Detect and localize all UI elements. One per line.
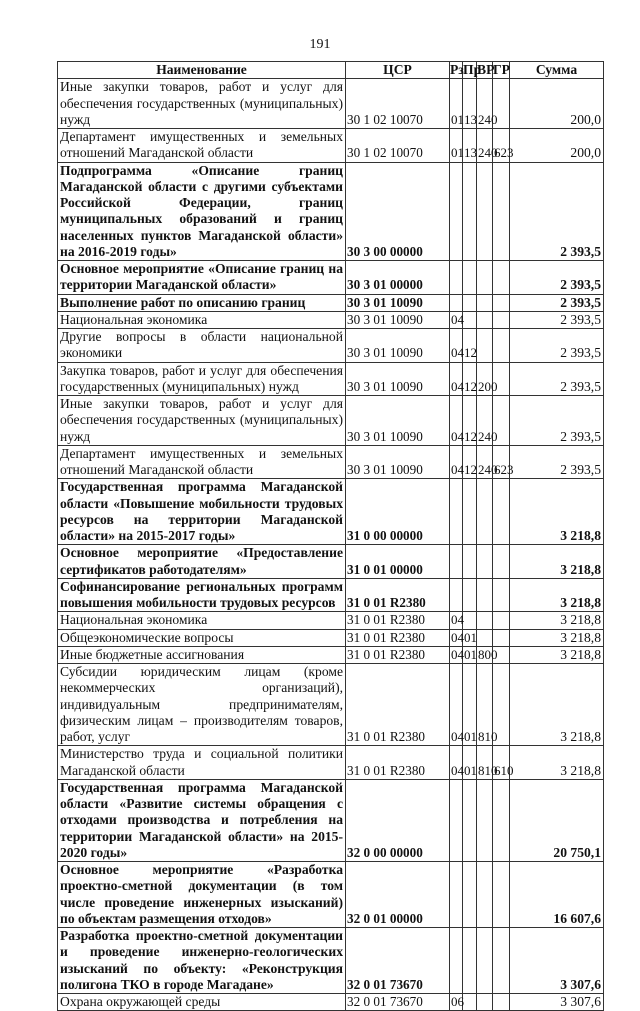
table-row [58, 746, 604, 780]
cell-csr: 30 3 00 00000 [346, 162, 450, 261]
cell-csr: 30 3 01 10090 [346, 362, 450, 396]
cell-sum: 2 393,5 [510, 294, 604, 311]
table-row [58, 779, 604, 861]
table-row [58, 994, 604, 1011]
cell-csr: 32 0 01 00000 [346, 862, 450, 928]
table-row [58, 612, 604, 629]
table-row [58, 396, 604, 446]
cell-csr: 30 1 02 10070 [346, 79, 450, 129]
budget-table [57, 61, 604, 1011]
cell-gr [493, 928, 510, 994]
cell-pr [463, 862, 477, 928]
cell-csr: 30 3 01 00000 [346, 261, 450, 295]
cell-pr: 13 [463, 79, 477, 129]
cell-vr: 240 [477, 129, 493, 163]
cell-pr: 01 [463, 746, 477, 780]
cell-pr [463, 162, 477, 261]
cell-name: Софинансирование региональных программ повышения мобильности трудовых ресурсов [58, 578, 346, 612]
cell-sum: 3 307,6 [510, 928, 604, 994]
cell-name: Департамент имущественных и земельных отношений Магаданской области [58, 445, 346, 479]
cell-vr [477, 311, 493, 328]
cell-rz: 04 [450, 746, 463, 780]
cell-vr [477, 545, 493, 579]
cell-vr [477, 629, 493, 646]
cell-csr: 31 0 01 00000 [346, 545, 450, 579]
cell-sum: 2 393,5 [510, 362, 604, 396]
table-row [58, 928, 604, 994]
cell-vr [477, 779, 493, 861]
table-row [58, 294, 604, 311]
cell-vr [477, 994, 493, 1011]
cell-vr: 810 [477, 746, 493, 780]
cell-sum: 3 218,8 [510, 664, 604, 746]
cell-name: Разработка проектно-сметной документации и проведение инженерно-геологических изысканий по объекту: «Реконструкция полигона ТКО в городе Магадане» [58, 928, 346, 994]
table-row [58, 862, 604, 928]
cell-vr: 240 [477, 445, 493, 479]
cell-gr: 610 [493, 746, 510, 780]
table-row [58, 261, 604, 295]
cell-gr [493, 862, 510, 928]
cell-csr: 30 3 01 10090 [346, 445, 450, 479]
cell-sum: 2 393,5 [510, 329, 604, 363]
cell-pr [463, 479, 477, 545]
cell-rz: 01 [450, 79, 463, 129]
cell-pr [463, 779, 477, 861]
cell-rz: 04 [450, 445, 463, 479]
cell-sum: 3 218,8 [510, 578, 604, 612]
cell-name: Выполнение работ по описанию границ [58, 294, 346, 311]
cell-csr: 32 0 01 73670 [346, 994, 450, 1011]
cell-name: Иные закупки товаров, работ и услуг для обеспечения государственных (муниципальных) нужд [58, 79, 346, 129]
header-gr: ГР [493, 62, 510, 77]
cell-name: Основное мероприятие «Разработка проектно-сметной документации (в том числе проведение инженерных изысканий) по объектам размещения отходов» [58, 862, 346, 928]
cell-csr: 31 0 01 R2380 [346, 664, 450, 746]
cell-csr: 31 0 01 R2380 [346, 646, 450, 663]
cell-vr [477, 928, 493, 994]
cell-rz [450, 162, 463, 261]
cell-gr [493, 261, 510, 295]
table-row [58, 545, 604, 579]
cell-csr: 31 0 01 R2380 [346, 629, 450, 646]
cell-pr [463, 311, 477, 328]
cell-pr [463, 294, 477, 311]
cell-vr [477, 329, 493, 363]
cell-name: Субсидии юридическим лицам (кроме некоммерческих организаций), индивидуальным предпринимателям, физическим лицам – производителям товаров, работ, услуг [58, 664, 346, 746]
cell-gr [493, 329, 510, 363]
cell-rz [450, 862, 463, 928]
cell-sum: 2 393,5 [510, 445, 604, 479]
cell-pr: 01 [463, 664, 477, 746]
table-row [58, 646, 604, 663]
header-rz: Рз [450, 62, 464, 77]
page-number: 191 [309, 37, 331, 52]
table-row [58, 362, 604, 396]
cell-rz: 04 [451, 612, 464, 628]
cell-csr: 31 0 01 R2380 [346, 746, 450, 780]
cell-sum: 3 218,8 [510, 646, 604, 663]
cell-name: Департамент имущественных и земельных отношений Магаданской области [58, 129, 346, 163]
table-header-row [58, 62, 604, 79]
cell-pr: 01 [464, 629, 477, 645]
cell-rz [450, 479, 463, 545]
cell-rz [450, 928, 463, 994]
table-row [58, 329, 604, 363]
cell-sum: 20 750,1 [510, 779, 604, 861]
cell-csr: 31 0 01 R2380 [346, 612, 450, 629]
cell-name: Охрана окружающей среды [58, 994, 346, 1011]
cell-gr [493, 479, 510, 545]
cell-name: Государственная программа Магаданской области «Развитие системы обращения с отходами производства и потребления на территории Магаданской области» на 2015-2020 годы» [58, 779, 346, 861]
table-row [58, 311, 604, 328]
cell-vr: 240 [477, 396, 493, 446]
cell-rz: 04 [451, 646, 464, 662]
cell-name: Основное мероприятие «Предоставление сертификатов работодателям» [58, 545, 346, 579]
cell-csr: 30 3 01 10090 [346, 329, 450, 363]
cell-sum: 3 218,8 [510, 612, 604, 629]
cell-sum: 3 218,8 [510, 545, 604, 579]
cell-name: Иные бюджетные ассигнования [58, 646, 346, 663]
header-sum: Сумма [510, 62, 604, 79]
cell-gr: 623 [493, 129, 510, 163]
cell-gr [493, 612, 510, 629]
cell-rz: 04 [451, 629, 464, 645]
cell-pr: 12 [463, 329, 477, 363]
cell-pr [463, 578, 477, 612]
table-row [58, 578, 604, 612]
cell-rz: 04 [450, 664, 463, 746]
cell-vr [477, 578, 493, 612]
cell-rz [450, 545, 463, 579]
cell-name: Закупка товаров, работ и услуг для обеспечения государственных (муниципальных) нужд [58, 362, 346, 396]
cell-pr: 01 [464, 646, 477, 662]
cell-vr [477, 479, 493, 545]
cell-vr: 810 [477, 664, 493, 746]
cell-sum: 3 307,6 [510, 994, 604, 1011]
cell-rz [450, 261, 463, 295]
cell-sum: 2 393,5 [510, 396, 604, 446]
cell-name: Национальная экономика [58, 311, 346, 328]
cell-sum: 3 218,8 [510, 629, 604, 646]
cell-rz [450, 779, 463, 861]
cell-rz [450, 578, 463, 612]
cell-sum: 2 393,5 [510, 162, 604, 261]
cell-pr: 12 [463, 396, 477, 446]
table-row [58, 445, 604, 479]
cell-vr [477, 162, 493, 261]
cell-pr: 13 [463, 129, 477, 163]
cell-csr: 30 1 02 10070 [346, 129, 450, 163]
cell-gr [493, 629, 510, 646]
cell-vr [477, 294, 493, 311]
cell-sum: 2 393,5 [510, 311, 604, 328]
cell-rz: 04 [450, 362, 463, 396]
cell-sum: 2 393,5 [510, 261, 604, 295]
cell-pr [463, 994, 477, 1011]
cell-csr: 30 3 01 10090 [346, 294, 450, 311]
cell-sum: 3 218,8 [510, 746, 604, 780]
cell-name: Другие вопросы в области национальной экономики [58, 329, 346, 363]
cell-vr: 200 [477, 362, 493, 396]
cell-name: Общеэкономические вопросы [58, 629, 346, 646]
cell-csr: 31 0 00 00000 [346, 479, 450, 545]
cell-rz: 01 [450, 129, 463, 163]
cell-sum: 16 607,6 [510, 862, 604, 928]
cell-gr [493, 294, 510, 311]
table-row [58, 664, 604, 746]
cell-pr: 12 [463, 445, 477, 479]
cell-pr: 12 [463, 362, 477, 396]
cell-csr: 30 3 01 10090 [346, 311, 450, 328]
cell-pr [463, 545, 477, 579]
header-name: Наименование [58, 62, 346, 79]
cell-pr [463, 928, 477, 994]
cell-gr [493, 994, 510, 1011]
cell-rz [450, 294, 463, 311]
table-row [58, 629, 604, 646]
cell-vr [477, 612, 493, 629]
cell-vr [477, 261, 493, 295]
table-row [58, 79, 604, 129]
table-row [58, 129, 604, 163]
cell-gr [493, 578, 510, 612]
cell-pr [463, 261, 477, 295]
table-row [58, 479, 604, 545]
cell-csr: 32 0 01 73670 [346, 928, 450, 994]
cell-name: Иные закупки товаров, работ и услуг для обеспечения государственных (муниципальных) нужд [58, 396, 346, 446]
cell-pr [463, 612, 477, 629]
cell-rz: 04 [451, 311, 464, 327]
header-vr: ВР [477, 62, 495, 77]
cell-gr [493, 311, 510, 328]
cell-vr: 240 [477, 79, 493, 129]
cell-vr: 800 [478, 646, 498, 662]
cell-rz: 06 [451, 994, 464, 1009]
cell-name: Министерство труда и социальной политики Магаданской области [58, 746, 346, 780]
header-csr: ЦСР [346, 62, 450, 79]
cell-name: Подпрограмма «Описание границ Магаданской области с другими субъектами Российской Федерации, границ муниципальных образований и границ населенных пунктов Магаданской области» на 2016-2019 годы» [58, 162, 346, 261]
header-pr: Пр [463, 62, 482, 77]
table-row [58, 162, 604, 261]
cell-sum: 3 218,8 [510, 479, 604, 545]
cell-vr [477, 862, 493, 928]
cell-name: Национальная экономика [58, 612, 346, 629]
cell-csr: 32 0 00 00000 [346, 779, 450, 861]
cell-rz: 04 [450, 329, 463, 363]
cell-name: Государственная программа Магаданской области «Повышение мобильности трудовых ресурсов на территории Магаданской области» на 2015-2017 годы» [58, 479, 346, 545]
cell-sum: 200,0 [510, 129, 604, 163]
cell-rz: 04 [450, 396, 463, 446]
cell-gr [493, 545, 510, 579]
cell-csr: 31 0 01 R2380 [346, 578, 450, 612]
cell-gr: 623 [493, 445, 510, 479]
cell-gr [493, 162, 510, 261]
cell-csr: 30 3 01 10090 [346, 396, 450, 446]
cell-gr [493, 779, 510, 861]
cell-sum: 200,0 [510, 79, 604, 129]
cell-name: Основное мероприятие «Описание границ на территории Магаданской области» [58, 261, 346, 295]
